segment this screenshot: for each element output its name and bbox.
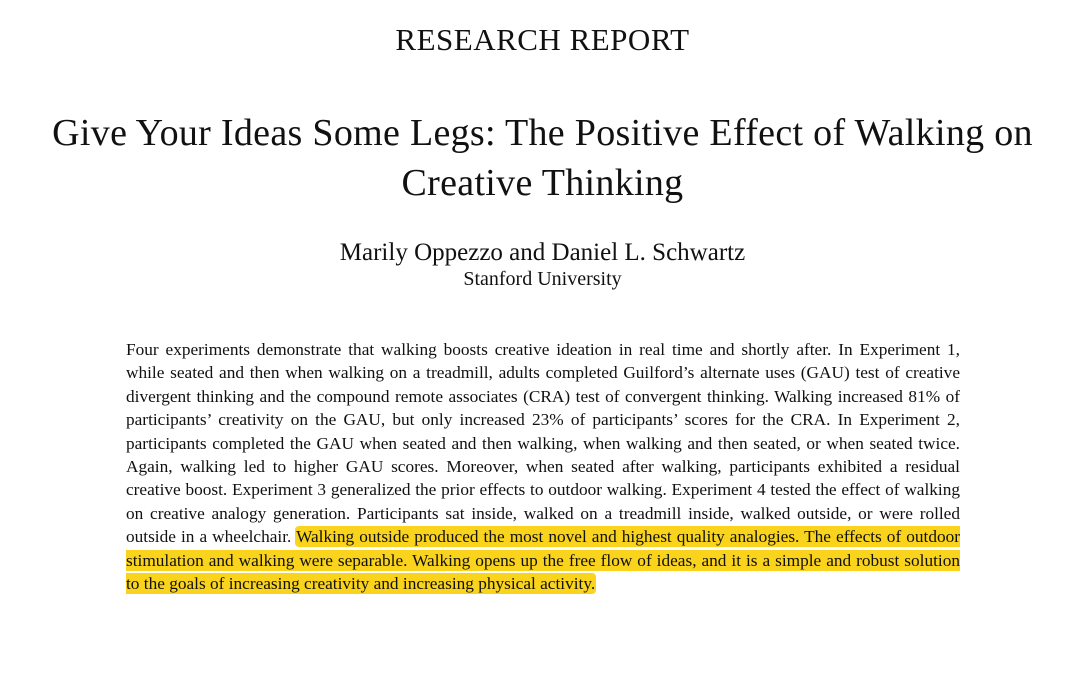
affiliation: Stanford University <box>463 268 622 290</box>
abstract-text: Four experiments demonstrate that walking boosts creative ideation in real time and shortly after. In Experiment 1, while seated and then when walking on a treadmill, adults completed Guilford’s alternate uses (GAU) test of creative divergent thinking and the compound remote associates (CRA) test of convergent thinking. Walking increased 81% of participants’ creativity on the GAU, but only increased 23% of participants’ scores for the CRA. In Experiment 2, participants completed the GAU when seated and then walking, when walking and then seated, or when seated twice. Again, walking led to higher GAU scores. Moreover, when seated after walking, participants exhibited a residual creative boost. Experiment 3 generalized the prior effects to outdoor walking. Experiment 4 tested the effect of walking on creative analogy generation. Participants sat inside, walked on a treadmill inside, walked outside, or were rolled outside in a wheelchair. <box>126 340 960 547</box>
abstract <box>126 338 960 595</box>
highlighted-text: Walking outside produced the most novel and highest quality analogies. The effects of outdoor stimulation and walking were separable. Walking opens up the free flow of ideas, and it is a simple and robust solution to the goals of increasing creativity and increasing physical activity. <box>126 527 961 594</box>
paper-title: Give Your Ideas Some Legs: The Positive Effect of Walking on Creative Thinking <box>52 112 1033 204</box>
section-label: RESEARCH REPORT <box>395 22 690 57</box>
authors: Marily Oppezzo and Daniel L. Schwartz <box>339 239 746 266</box>
